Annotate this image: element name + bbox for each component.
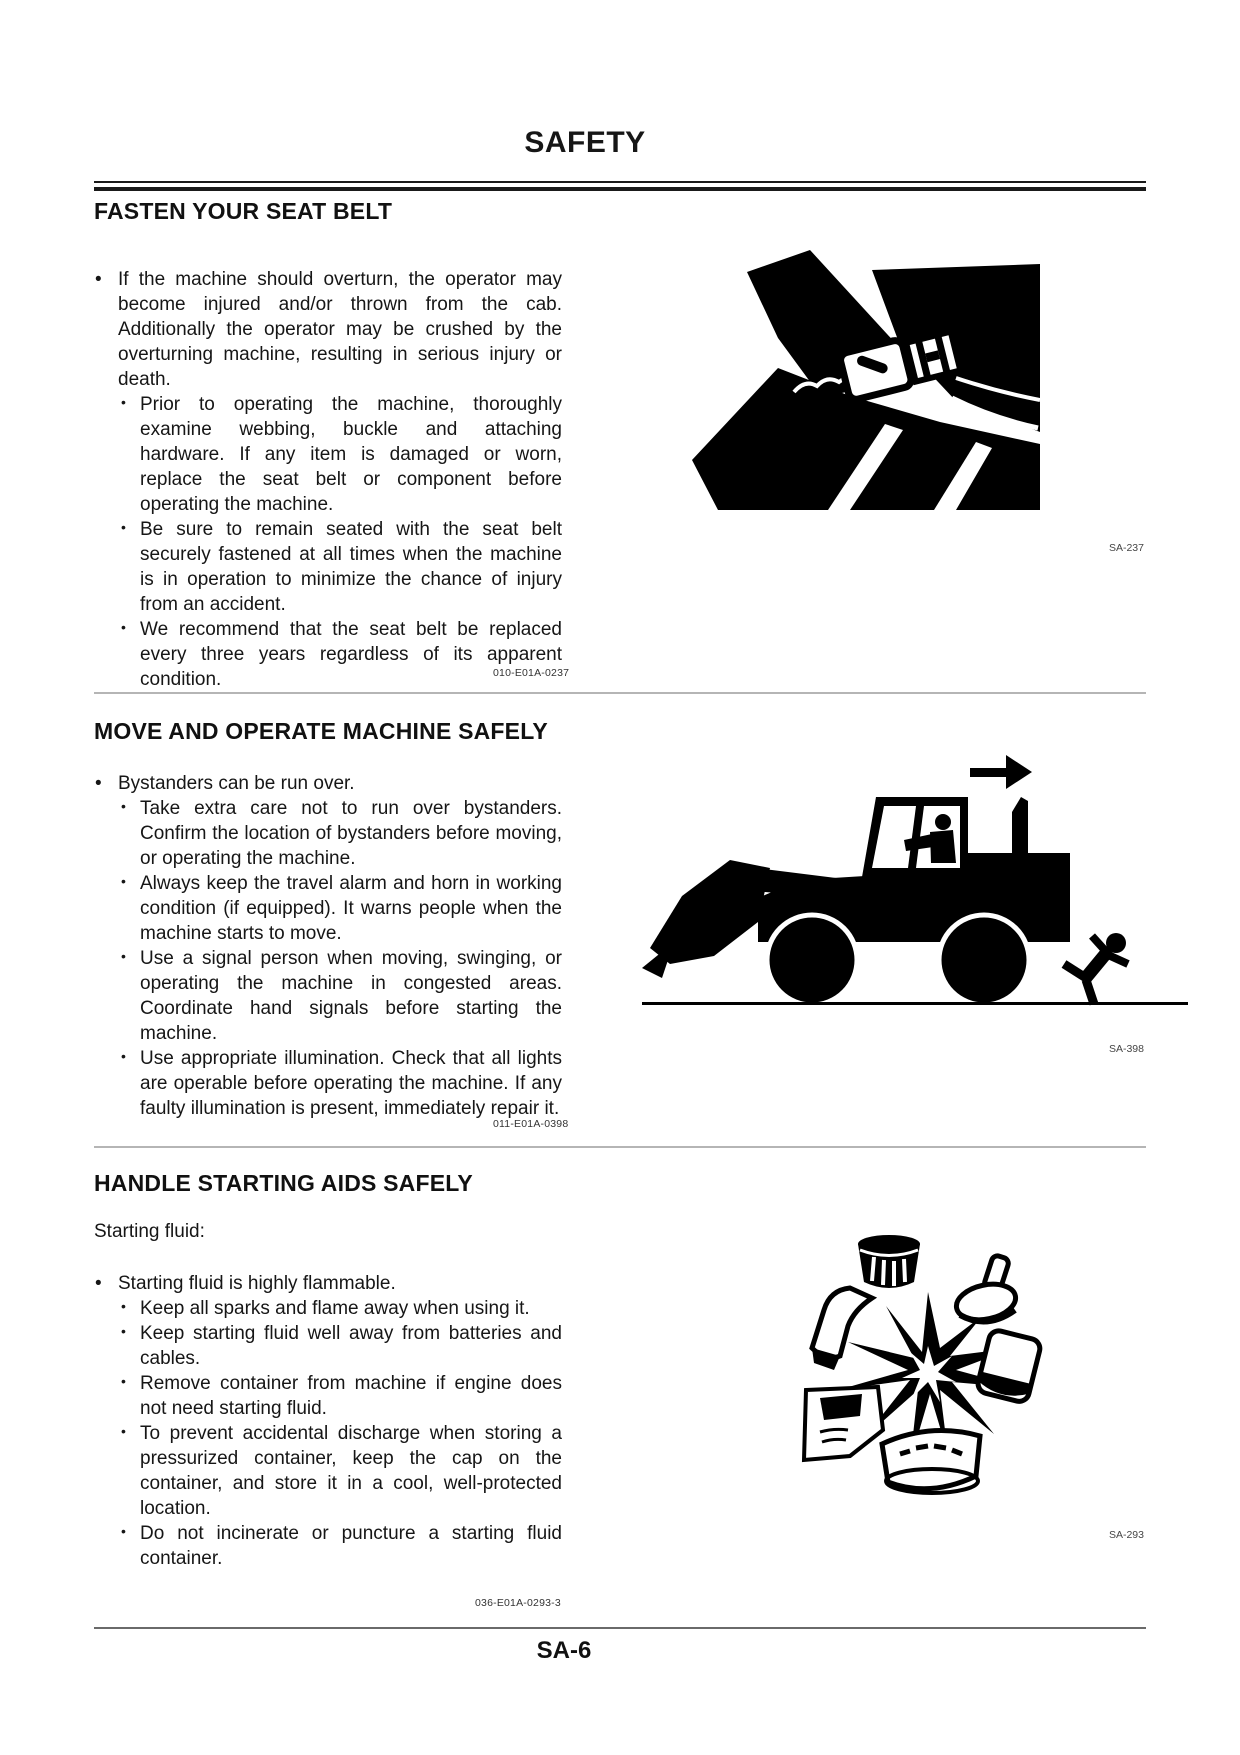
footer-rule (94, 1627, 1146, 1629)
bullet-item (94, 1296, 562, 1321)
bullet-item (94, 1521, 562, 1571)
ground-line (642, 1002, 1188, 1005)
bullet-item (94, 267, 562, 392)
bullet-text: Do not incinerate or puncture a starting fluid container. (140, 1523, 562, 1569)
section-handle-starting-aids-safely (94, 1165, 1146, 1609)
fallen-bystander (1064, 933, 1128, 1004)
bullet-marker: • (121, 394, 126, 410)
bullet-text: Prior to operating the machine, thoroughly examine webbing, buckle and attaching hardware. If any item is damaged or worn, replace the seat belt or component before operating the machine. (140, 394, 562, 515)
explosion-icon (790, 1230, 1090, 1510)
bullet-marker: • (121, 519, 126, 535)
figure-label: SA-293 (1108, 1529, 1144, 1541)
bullet-marker: • (121, 1373, 126, 1389)
bullet-text: Use appropriate illumination. Check that all lights are operable before operating the machine. If any faulty illumination is present, immediately repair it. (140, 1048, 562, 1119)
bullet-marker: • (95, 269, 102, 290)
spray-nozzle-fragment (953, 1254, 1019, 1325)
exploding-starting-fluid-container-illustration (790, 1230, 1090, 1510)
bullet-text: Starting fluid is highly flammable. (118, 1273, 396, 1294)
bullet-marker: • (121, 1523, 126, 1539)
travel-direction-arrow (970, 755, 1032, 789)
seat-belt-buckle-hands-illustration (600, 220, 1040, 510)
can-shard-left (812, 1288, 872, 1370)
figure-label: SA-237 (1108, 542, 1144, 554)
bullet-list (94, 1271, 562, 1571)
bullet-marker: • (121, 1423, 126, 1439)
bullet-item (94, 1046, 562, 1121)
bullet-list (94, 267, 562, 692)
wheel-loader-running-over-bystander-illustration (640, 750, 1190, 1015)
bullet-item (94, 1321, 562, 1371)
bullet-item (94, 946, 562, 1046)
bullet-item (94, 1371, 562, 1421)
wheel-loader-icon (640, 750, 1190, 1015)
reference-code: 036-E01A-0293-3 (475, 1597, 561, 1609)
bullet-text: Keep starting fluid well away from batteries and cables. (140, 1323, 562, 1369)
section-heading: FASTEN YOUR SEAT BELT (94, 198, 393, 224)
bullet-text: If the machine should overturn, the operator may become injured and/or thrown from the cab. Additionally the operator may be crushed by the overturning machine, resulting in serious injury or death. (118, 269, 562, 390)
bullet-marker: • (121, 873, 126, 889)
bullet-item (94, 1421, 562, 1521)
bullet-text: To prevent accidental discharge when storing a pressurized container, keep the cap on the container, and store it in a cool, well-protected location. (140, 1423, 562, 1519)
bullet-item (94, 617, 562, 692)
bullet-item (94, 1271, 562, 1296)
bullet-marker: • (121, 798, 126, 814)
bullet-marker: • (121, 1298, 126, 1314)
page-number: SA-6 (536, 1637, 592, 1664)
front-wheel (767, 915, 857, 1005)
bullet-list (94, 771, 562, 1121)
section-divider (94, 1146, 1146, 1148)
bullet-text: Use a signal person when moving, swinging, or operating the machine in congested areas. Coordinate hand signals before starting the machine. (140, 948, 562, 1044)
bullet-marker: • (121, 1048, 126, 1064)
bullet-text: Take extra care not to run over bystanders. Confirm the location of bystanders before moving, or operating the machine. (140, 798, 562, 869)
section-fasten-your-seat-belt (94, 190, 1146, 692)
bullet-marker: • (121, 948, 126, 964)
reference-code: 010-E01A-0237 (493, 667, 570, 679)
container-cap (858, 1235, 920, 1288)
bullet-item (94, 871, 562, 946)
can-fragment-right (976, 1329, 1042, 1404)
bullet-item (94, 392, 562, 517)
section-move-and-operate-machine-safely (94, 712, 1146, 1146)
bullet-text: Always keep the travel alarm and horn in working condition (if equipped). It warns people when the machine starts to move. (140, 873, 562, 944)
reference-code: 011-E01A-0398 (493, 1118, 569, 1130)
label-shard (804, 1387, 883, 1460)
section-heading: MOVE AND OPERATE MACHINE SAFELY (94, 718, 548, 744)
bullet-marker: • (95, 773, 102, 794)
bullet-marker: • (95, 1273, 102, 1294)
section-intro: Starting fluid: (94, 1221, 205, 1242)
bullet-item (94, 771, 562, 796)
bullet-text: We recommend that the seat belt be replaced every three years regardless of its apparent condition. (140, 619, 562, 690)
bullet-marker: • (121, 619, 126, 635)
section-heading: HANDLE STARTING AIDS SAFELY (94, 1170, 473, 1196)
bullet-item (94, 517, 562, 617)
bullet-item (94, 796, 562, 871)
can-bottom-fragment (882, 1431, 980, 1493)
page-title: SAFETY (524, 126, 646, 159)
bullet-text: Keep all sparks and flame away when using it. (140, 1298, 530, 1319)
rear-wheel (939, 915, 1029, 1005)
figure-label: SA-398 (1108, 1043, 1144, 1055)
bullet-text: Be sure to remain seated with the seat belt securely fastened at all times when the machine is in operation to minimize the chance of injury from an accident. (140, 519, 562, 615)
bullet-marker: • (121, 1323, 126, 1339)
bullet-text: Remove container from machine if engine does not need starting fluid. (140, 1373, 562, 1419)
bullet-text: Bystanders can be run over. (118, 773, 355, 794)
seat-belt-icon (600, 220, 1040, 510)
section-divider (94, 692, 1146, 694)
